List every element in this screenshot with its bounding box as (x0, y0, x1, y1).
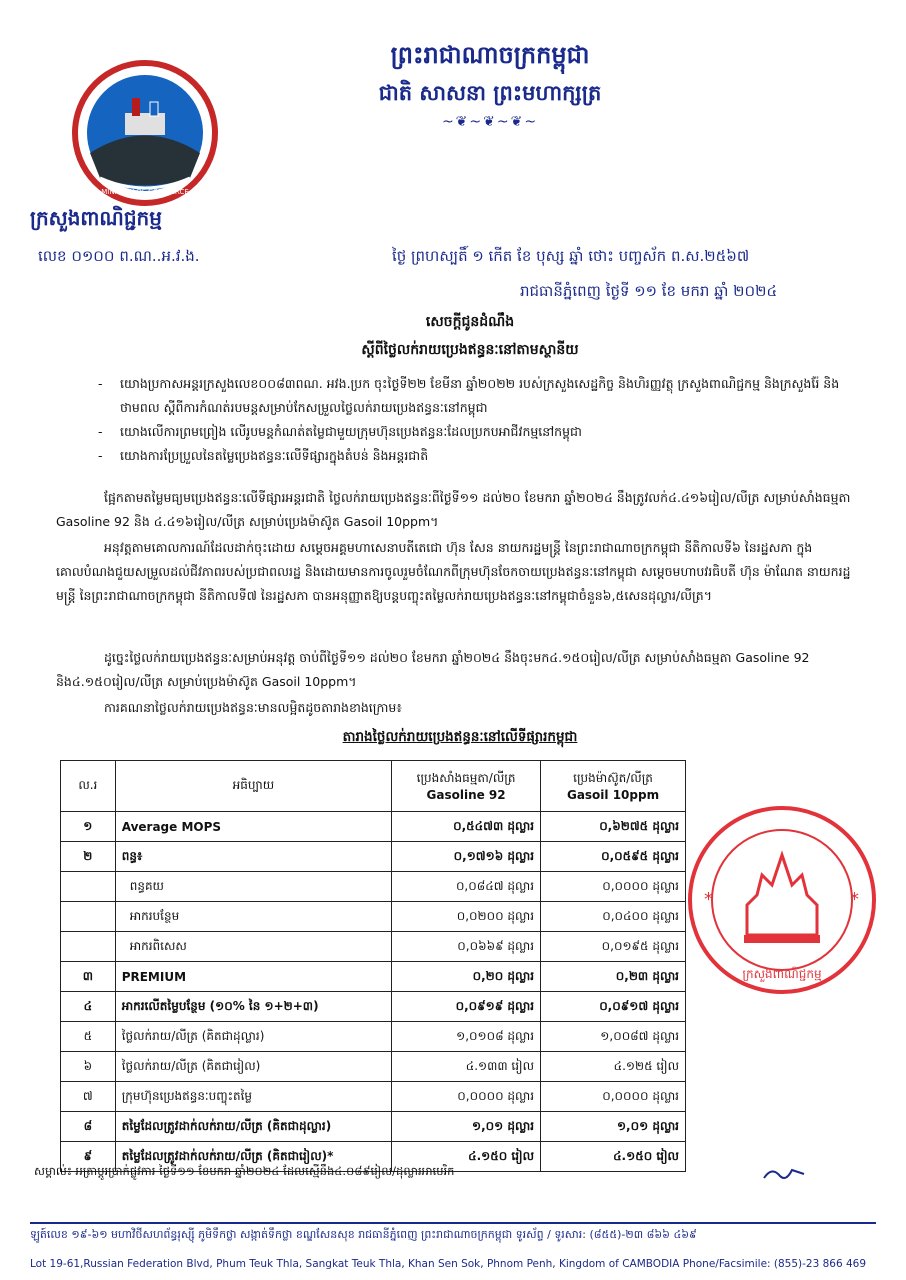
row-description: ក្រុមហ៊ុនប្រេងឥន្ធនៈបញ្ចុះតម្លៃ (115, 1082, 391, 1112)
row-description: ថ្លៃលក់រាយ/លីត្រ (គិតជាដុល្លារ) (115, 1022, 391, 1052)
row-number (61, 872, 116, 902)
row-description: អាករបន្ថែម (115, 902, 391, 932)
row-gasoline-value: ០,២០ ដុល្លារ (392, 962, 541, 992)
row-diesel-value: ១,០០៨៧ ដុល្លារ (541, 1022, 686, 1052)
row-gasoline-value: ០,០០០០ ដុល្លារ (392, 1082, 541, 1112)
footer-address-en: Lot 19-61,Russian Federation Blvd, Phum Teuk Thla, Sangkat Teuk Thla, Khan Sen Sok, Phnom Penh, Kingdom of CAMBODIA Phone/Facsimile: (855)-23 866 469 (30, 1258, 867, 1270)
row-diesel-value: ០,០៥៩៥ ដុល្លារ (541, 842, 686, 872)
row-number: ៧ (61, 1082, 116, 1112)
exchange-rate-note: សម្គាល់៖ អត្រាប្តូរប្រាក់ផ្លូវការ ថ្ងៃទី១១ ខែមករា ឆ្នាំ២០២៤ ដែលស្មើនឹង៤.០៨៩រៀល/ដុល្លារអាមេរិក (34, 1164, 455, 1178)
row-gasoline-value: ៤.១៣៣ រៀល (392, 1052, 541, 1082)
row-gasoline-value: ០,១៧១៦ ដុល្លារ (392, 842, 541, 872)
bullet-list (98, 372, 868, 468)
solar-date: រាជធានីភ្នំពេញ ថ្ងៃទី ១១ ខែ មករា ឆ្នាំ ២០២៤ (520, 282, 778, 300)
bullet-item (98, 372, 868, 420)
paragraph-1: ផ្អែកតាមតម្លៃមធ្យមប្រេងឥន្ធនៈលើទីផ្សារអន្តរជាតិ ថ្លៃលក់រាយប្រេងឥន្ធនៈពីថ្ងៃទី១១ ដល់២០ ខែមករា ឆ្នាំ២០២៤ នឹងត្រូវលក់៤.៤១៦រៀល/លីត្រ សម្រាប់សាំងធម្មតា Gasoline 92 និង ៤.៤១៦រៀល/លីត្រ សម្រាប់ប្រេងម៉ាស៊ូត Gasoil 10ppm។ (56, 490, 851, 529)
footer-divider (30, 1222, 876, 1224)
header-diesel-sub: Gasoil 10ppm (566, 788, 660, 802)
table-title: តារាងថ្លៃលក់រាយប្រេងឥន្ធនៈនៅលើទីផ្សារកម្ពុជា (342, 729, 578, 745)
paragraph-3: ដូច្នេះថ្លៃលក់រាយប្រេងឥន្ធនៈសម្រាប់អនុវត្ត ចាប់ពីថ្ងៃទី១១ ដល់២០ ខែមករា ឆ្នាំ២០២៤ នឹងចុះមក៤.១៥០រៀល/លីត្រ សម្រាប់សាំងធម្មតា Gasoline 92 និង៤.១៥០រៀល/លីត្រ សម្រាប់ប្រេងម៉ាស៊ូត Gasoil 10ppm។ (56, 650, 810, 689)
header-gasoline-label: ប្រេងសាំងធម្មតា/លីត្រ (416, 771, 516, 785)
fuel-price-table (60, 760, 686, 1172)
row-description: PREMIUM (115, 962, 391, 992)
row-number: ៦ (61, 1052, 116, 1082)
row-diesel-value: ១,០១ ដុល្លារ (541, 1112, 686, 1142)
row-gasoline-value: ៤.១៥០ រៀល (392, 1142, 541, 1172)
bullet-text: យោងប្រកាសអន្តរក្រសួងលេខ០០៨៣ពណ. អវង.ប្រក ចុះថ្ងៃទី២២ ខែមីនា ឆ្នាំ២០២២ របស់ក្រសួងសេដ្ឋកិច្ច និងហិរញ្ញវត្ថុ ក្រសួងពាណិជ្ជកម្ម និងក្រសួងរ៉ែ និងថាមពល ស្តីពីការកំណត់របមន្តសម្រាប់កែសម្រួលថ្លៃលក់រាយប្រេងឥន្ធនៈនៅកម្ពុជា (120, 376, 840, 415)
svg-text:*: * (704, 889, 713, 910)
table-row (61, 962, 686, 992)
row-number (61, 932, 116, 962)
row-number: ៤ (61, 992, 116, 1022)
nation-motto: ជាតិ សាសនា ព្រះមហាក្សត្រ (378, 81, 602, 105)
table-body (61, 812, 686, 1172)
row-gasoline-value: ០,៥៤៧៣ ដុល្លារ (392, 812, 541, 842)
row-number: ៥ (61, 1022, 116, 1052)
notice-subject: ស្តីពីថ្លៃលក់រាយប្រេងឥន្ធនៈនៅតាមស្ថានីយ (361, 342, 579, 358)
notice-title: សេចក្តីជូនដំណឹង (425, 314, 515, 330)
bullet-text: យោងការប្រែប្រួលនៃតម្លៃប្រេងឥន្ធនៈលើទីផ្សារក្នុងតំបន់ និងអន្តរជាតិ (120, 448, 429, 463)
row-number (61, 902, 116, 932)
table-row (61, 902, 686, 932)
row-number: ៣ (61, 962, 116, 992)
kingdom-title: ព្រះរាជាណាចក្រកម្ពុជា (390, 41, 590, 69)
row-diesel-value: ០,២៣ ដុល្លារ (541, 962, 686, 992)
row-diesel-value: ០,០៩១៧ ដុល្លារ (541, 992, 686, 1022)
row-description: អាករពិសេស (115, 932, 391, 962)
paragraph-2: អនុវត្តតាមគោលការណ៍ដែលដាក់ចុះដោយ សម្តេចអគ្គមហាសេនាបតីតេជោ ហ៊ុន សែន នាយករដ្ឋមន្ត្រី នៃព្រះរាជាណាចក្រកម្ពុជា នីតិកាលទី៦ នៃរដ្ឋសភា ក្នុងគោលបំណងជួយសម្រួលដល់ជីវភាពរបស់ប្រជាពលរដ្ឋ និងដោយមានការចូលរួមចំណែកពីក្រុមហ៊ុនចែកចាយប្រេងឥន្ធនៈនៅកម្ពុជា សម្តេចមហាបវរធិបតី ហ៊ុន ម៉ាណែត នាយករដ្ឋមន្ត្រី នៃព្រះរាជាណាចក្រកម្ពុជា នីតិកាលទី៧ នៃរដ្ឋសភា បានអនុញ្ញាតឱ្យបន្តបញ្ចុះតម្លៃលក់រាយប្រេងឥន្ធនៈនៅកម្ពុជាចំនួន៦,៥សេនដុល្លារ/លីត្រ។ (56, 540, 851, 603)
row-diesel-value: ០,០០០០ ដុល្លារ (541, 872, 686, 902)
table-row (61, 842, 686, 872)
signature-mark (760, 1160, 810, 1184)
row-number: ៨ (61, 1112, 116, 1142)
table-row (61, 1112, 686, 1142)
row-description: ពន្ធ៖ (115, 842, 391, 872)
table-row (61, 1082, 686, 1112)
row-diesel-value: ០,០០០០ ដុល្លារ (541, 1082, 686, 1112)
row-gasoline-value: ១,០១ ដុល្លារ (392, 1112, 541, 1142)
official-seal-stamp (682, 800, 882, 1000)
header-no: ល.រ (61, 761, 116, 812)
header-gasoline (392, 761, 541, 812)
row-diesel-value: ៤.១២៥ រៀល (541, 1052, 686, 1082)
table-row (61, 812, 686, 842)
header-diesel-label: ប្រេងម៉ាស៊ូត/លីត្រ (573, 771, 653, 785)
table-row (61, 1052, 686, 1082)
bullet-item (98, 420, 868, 444)
ministry-of-commerce-logo (70, 58, 220, 208)
table-header-row (61, 761, 686, 812)
row-description: អាករលើតម្លៃបន្ថែម (១០% នៃ ១+២+៣) (115, 992, 391, 1022)
table-row (61, 932, 686, 962)
svg-text:MINISTRY OF COMMERCE: MINISTRY OF COMMERCE (101, 188, 189, 196)
paragraph-4: ការគណនាថ្លៃលក់រាយប្រេងឥន្ធនៈមានលម្អិតដូចតារាងខាងក្រោម៖ (104, 700, 402, 715)
header-gasoline-sub: Gasoline 92 (426, 788, 506, 802)
header-diesel (541, 761, 686, 812)
row-diesel-value: ៤.១៥០ រៀល (541, 1142, 686, 1172)
header-description: អធិប្បាយ (115, 761, 391, 812)
table-row (61, 992, 686, 1022)
reference-number: លេខ ០១០០ ព.ណ..អ.វ.ង. (38, 247, 200, 265)
footer-address-km: ឡូត៍លេខ ១៩-៦១ មហាវិថីសហព័ន្ធរុស្ស៊ី ភូមិទឹកថ្លា សង្កាត់ទឹកថ្លា ខណ្ឌសែនសុខ រាជធានីភ្នំពេញ ព្រះរាជាណាចក្រកម្ពុជា ទូរស័ព្ទ / ទូរសារ: (៨៥៥)-២៣ ៨៦៦ ៤៦៩ (30, 1228, 697, 1241)
row-gasoline-value: ០,០៨៤៧ ដុល្លារ (392, 872, 541, 902)
bullet-dash: - (98, 376, 103, 391)
row-description: ថ្លៃលក់រាយ/លីត្រ (គិតជារៀល) (115, 1052, 391, 1082)
row-description: តម្លៃដែលត្រូវដាក់លក់រាយ/លីត្រ (គិតជាដុល្លារ) (115, 1112, 391, 1142)
row-description: Average MOPS (115, 812, 391, 842)
bullet-text: យោងលើការព្រមព្រៀង លើរូបមន្តកំណត់តម្លៃជាមួយក្រុមហ៊ុនប្រេងឥន្ធនៈដែលប្រកបអាជីវកម្មនៅកម្ពុជា (120, 424, 582, 439)
row-diesel-value: ០,០១៩៥ ដុល្លារ (541, 932, 686, 962)
row-number: ៩ (61, 1142, 116, 1172)
row-diesel-value: ០,៦២៧៥ ដុល្លារ (541, 812, 686, 842)
row-number: ២ (61, 842, 116, 872)
svg-text:*: * (850, 889, 859, 910)
svg-text:ក្រសួងពាណិជ្ជកម្ម: ក្រសួងពាណិជ្ជកម្ម (742, 967, 822, 981)
bullet-item (98, 444, 868, 468)
row-gasoline-value: ១,០១០៨ ដុល្លារ (392, 1022, 541, 1052)
row-gasoline-value: ០,០២០០ ដុល្លារ (392, 902, 541, 932)
row-diesel-value: ០,០៤០០ ដុល្លារ (541, 902, 686, 932)
row-description: ពន្ធគយ (115, 872, 391, 902)
bullet-dash: - (98, 424, 103, 439)
table-row (61, 872, 686, 902)
row-gasoline-value: ០,០៩១៩ ដុល្លារ (392, 992, 541, 1022)
row-number: ១ (61, 812, 116, 842)
bullet-dash: - (98, 448, 103, 463)
row-gasoline-value: ០,០៦៦៩ ដុល្លារ (392, 932, 541, 962)
ornament-divider: ~❦~❦~❦~ (441, 114, 539, 130)
ministry-name: ក្រសួងពាណិជ្ជកម្ម (30, 206, 162, 230)
row-description: តម្លៃដែលត្រូវដាក់លក់រាយ/លីត្រ (គិតជារៀល)* (115, 1142, 391, 1172)
table-row (61, 1022, 686, 1052)
lunar-date: ថ្ងៃ ព្រហស្បតិ៍ ១ កើត ខែ បុស្ស ឆ្នាំ ថោះ បញ្ចស័ក ព.ស.២៥៦៧ (392, 247, 750, 265)
